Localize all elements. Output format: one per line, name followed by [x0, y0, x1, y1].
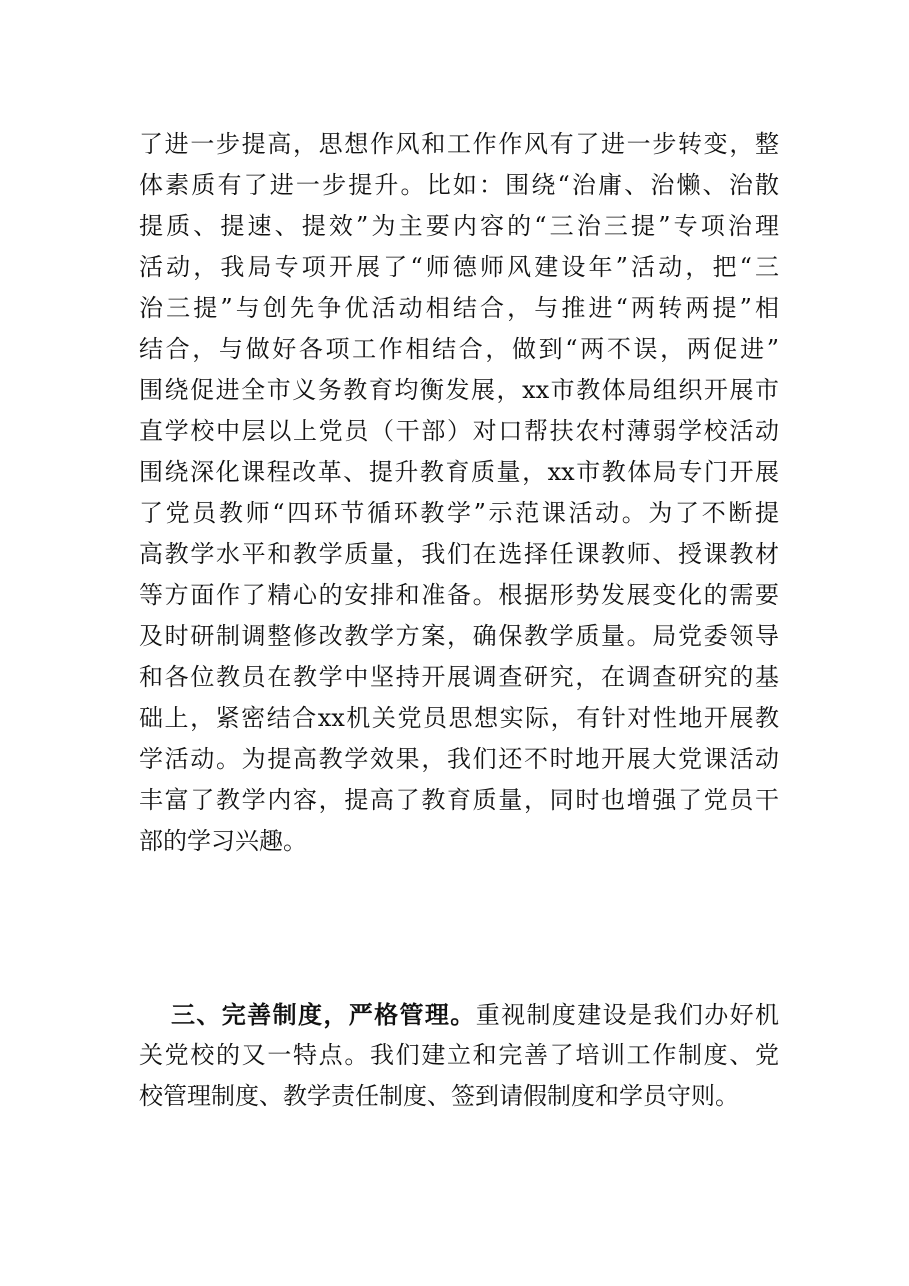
paragraph-line: 高教学水平和教学质量，我们在选择任课教师、授课教材: [139, 540, 779, 568]
paragraph-line: 围绕深化课程改革、提升教育质量，xx市教体局专门开展: [139, 458, 779, 486]
paragraph-line: 和各位教员在教学中坚持开展调查研究，在调查研究的基: [139, 663, 779, 691]
paragraph-line: 围绕促进全市义务教育均衡发展，xx市教体局组织开展市: [139, 376, 779, 404]
paragraph-line: 丰富了教学内容，提高了教育质量，同时也增强了党员干: [139, 786, 779, 814]
paragraph-line: 学活动。为提高教学效果，我们还不时地开展大党课活动: [139, 745, 779, 773]
paragraph-first-line: [139, 994, 779, 1035]
body-paragraph-2: [139, 994, 779, 1117]
paragraph-line: 治三提”与创先争优活动相结合，与推进“两转两提”相: [139, 294, 779, 322]
paragraph-line: 部的学习兴趣。: [139, 827, 307, 855]
paragraph-line: 结合，与做好各项工作相结合，做到“两不误，两促进”: [139, 335, 779, 363]
paragraph-line: 关党校的又一特点。我们建立和完善了培训工作制度、党: [139, 1041, 779, 1069]
paragraph-line: 直学校中层以上党员（干部）对口帮扶农村薄弱学校活动: [139, 417, 779, 445]
paragraph-line: 活动，我局专项开展了“师德师风建设年”活动，把“三: [139, 253, 779, 281]
paragraph-line: 及时研制调整修改教学方案，确保教学质量。局党委领导: [139, 622, 779, 650]
paragraph-line: 了进一步提高，思想作风和工作作风有了进一步转变，整: [139, 130, 779, 158]
paragraph-line-rest: 重视制度建设是我们办好机: [475, 1001, 780, 1029]
paragraph-line: 等方面作了精心的安排和准备。根据形势发展变化的需要: [139, 581, 779, 609]
paragraph-line: 了党员教师“四环节循环教学”示范课活动。为了不断提: [139, 499, 779, 527]
paragraph-line: 础上，紧密结合xx机关党员思想实际，有针对性地开展教: [139, 704, 779, 732]
paragraph-line: 校管理制度、教学责任制度、签到请假制度和学员守则。: [139, 1082, 739, 1110]
section-heading: 三、完善制度，严格管理。: [171, 1000, 476, 1029]
paragraph-line: 体素质有了进一步提升。比如：围绕“治庸、治懒、治散: [139, 171, 779, 199]
paragraph-line: 提质、提速、提效”为主要内容的“三治三提”专项治理: [139, 212, 779, 240]
body-paragraph-1: [139, 124, 779, 862]
